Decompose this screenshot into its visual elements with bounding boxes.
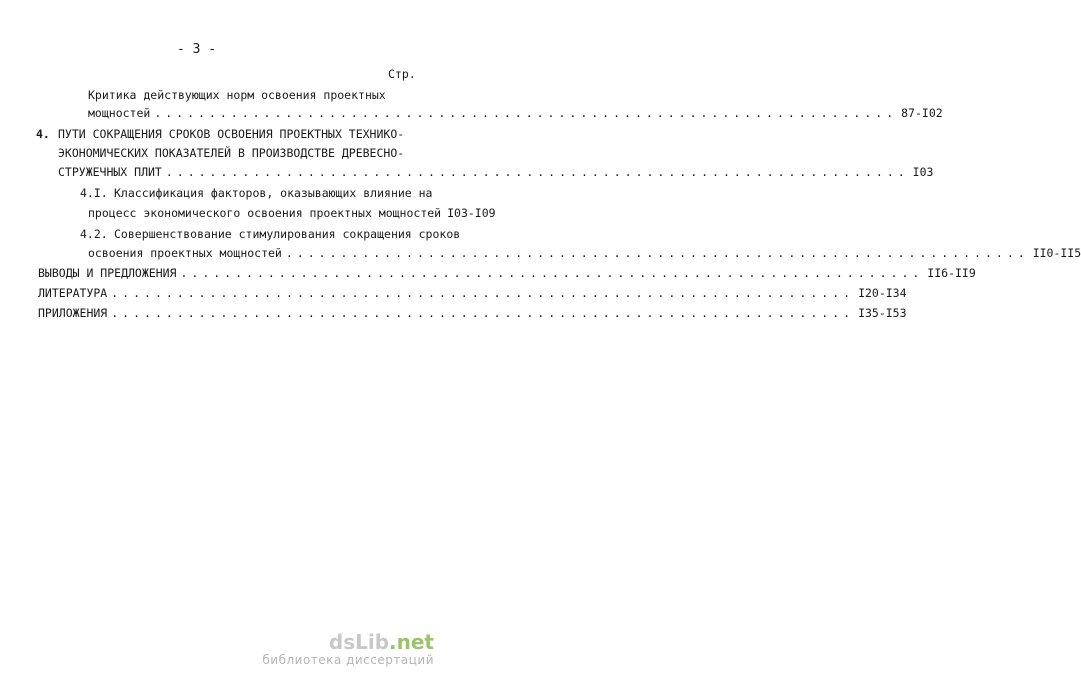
toc-entry-7-page: I35-I53 — [858, 306, 907, 320]
toc-entry-4-line-2: освоения проектных мощностей — [88, 246, 282, 260]
watermark — [262, 631, 434, 667]
toc-entry-6-page: I20-I34 — [858, 286, 907, 300]
toc-entry-4-line-1: Совершенствование стимулирования сокращения сроков — [114, 227, 461, 241]
toc-entry-1-page: 87-I02 — [901, 106, 943, 120]
toc-entry-7 — [38, 306, 907, 320]
leader-dots: .................................................................... — [111, 306, 855, 320]
leader-dots: .................................................................... — [180, 266, 924, 280]
toc-entry-1 — [88, 106, 943, 120]
page-column-label: Стр. — [388, 67, 416, 81]
leader-dots: .................................................................... — [111, 286, 855, 300]
toc-entry-6-title: ЛИТЕРАТУРА — [38, 286, 108, 300]
leader-dots: .................................................................... — [285, 246, 1029, 260]
toc-entry-2-line-2: ЭКОНОМИЧЕСКИХ ПОКАЗАТЕЛЕЙ В ПРОИЗВОДСТВЕ ДРЕВЕСНО- — [58, 146, 405, 160]
toc-entry-3-line-1: Классификация факторов, оказывающих влияние на — [114, 186, 433, 200]
toc-entry-4-number: 4.2. — [80, 227, 108, 241]
toc-entry-2 — [58, 165, 934, 179]
toc-entry-5-title: ВЫВОДЫ И ПРЕДЛОЖЕНИЯ — [38, 266, 177, 280]
toc-entry-2-line-1: ПУТИ СОКРАЩЕНИЯ СРОКОВ ОСВОЕНИЯ ПРОЕКТНЫХ ТЕХНИКО- — [58, 127, 405, 141]
toc-entry-4-page: II0-II5 — [1032, 246, 1081, 260]
toc-entry-2-line-3: СТРУЖЕЧНЫХ ПЛИТ — [58, 165, 162, 179]
toc-entry-3-number: 4.I. — [80, 186, 108, 200]
toc-entry-1-line-2: мощностей — [88, 106, 151, 120]
watermark-logo: dsLib.net — [328, 630, 434, 654]
toc-entry-5 — [38, 266, 976, 280]
toc-entry-6 — [38, 286, 907, 300]
toc-entry-1-line-1: Критика действующих норм освоения проектных — [88, 88, 386, 102]
toc-entry-5-page: II6-II9 — [927, 266, 976, 280]
toc-entry-3 — [88, 206, 496, 220]
toc-entry-2-number: 4. — [36, 127, 50, 141]
toc-entry-3-line-2: процесс экономического освоения проектных мощностей — [88, 206, 442, 220]
toc-entry-2-page: I03 — [912, 165, 934, 179]
toc-entry-4 — [88, 246, 1081, 260]
toc-entry-7-title: ПРИЛОЖЕНИЯ — [38, 306, 108, 320]
watermark-subtitle: библиотека диссертаций — [262, 653, 434, 667]
page-number: - 3 - — [177, 42, 217, 57]
toc-entry-3-page: I03-I09 — [447, 206, 496, 220]
leader-dots: .................................................................... — [165, 165, 909, 179]
leader-dots: .................................................................... — [154, 106, 898, 120]
